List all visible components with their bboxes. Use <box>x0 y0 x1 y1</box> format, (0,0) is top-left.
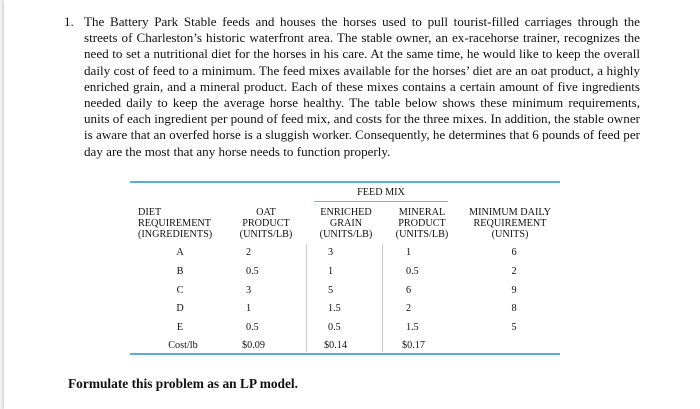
grain-cell: 1 <box>328 266 334 277</box>
requirement-cell: 5 <box>511 322 517 333</box>
table-row <box>130 303 560 315</box>
table-top-rule <box>130 181 560 183</box>
header-diet-3: (INGREDIENTS) <box>138 229 213 240</box>
table-row <box>130 266 560 278</box>
requirement-cell: 8 <box>511 303 517 314</box>
mineral-cell: 1 <box>406 247 412 258</box>
header-oat-1: OAT <box>256 207 276 218</box>
feed-mix-header: FEED MIX <box>357 187 405 198</box>
feed-mix-table <box>130 181 560 357</box>
header-oat-2: PRODUCT <box>242 218 290 229</box>
grain-cell: 3 <box>328 247 334 258</box>
cost-row <box>130 340 560 352</box>
header-grain-3: (UNITS/LB) <box>319 229 373 240</box>
oat-cost: $0.09 <box>242 340 265 351</box>
problem-statement <box>64 14 640 160</box>
grain-cell: 5 <box>328 285 334 296</box>
grain-cell: 0.5 <box>328 322 341 333</box>
header-mineral-1: MINERAL <box>398 207 446 218</box>
cost-label: Cost/lb <box>168 340 198 351</box>
requirement-cell: 2 <box>511 266 517 277</box>
table-bottom-rule <box>130 353 560 355</box>
feed-mix-underline <box>314 201 448 202</box>
document-page <box>4 0 700 409</box>
grain-cell: 1.5 <box>328 303 341 314</box>
ingredient-cell: C <box>176 285 184 296</box>
column-divider <box>306 244 307 352</box>
header-oat-3: (UNITS/LB) <box>239 229 293 240</box>
ingredient-cell: A <box>176 247 184 258</box>
mineral-cell: 1.5 <box>406 322 419 333</box>
table-row <box>130 285 560 297</box>
header-requirement-1: MINIMUM DAILY <box>469 207 551 218</box>
oat-cell: 1 <box>246 303 252 314</box>
header-mineral-3: (UNITS/LB) <box>395 229 449 240</box>
ingredient-cell: E <box>176 322 184 333</box>
mineral-cell: 6 <box>406 285 412 296</box>
grain-cost: $0.14 <box>324 340 347 351</box>
ingredient-cell: B <box>176 266 184 277</box>
requirement-cell: 9 <box>511 285 517 296</box>
table-row <box>130 322 560 334</box>
mineral-cell: 2 <box>406 303 412 314</box>
header-mineral-2: PRODUCT <box>398 218 446 229</box>
header-requirement-3: (UNITS) <box>491 229 529 240</box>
ingredient-cell: D <box>176 303 184 314</box>
requirement-cell: 6 <box>511 247 517 258</box>
mineral-cell: 0.5 <box>406 266 419 277</box>
header-diet-1: DIET <box>138 207 162 218</box>
oat-cell: 2 <box>246 247 252 258</box>
header-requirement-2: REQUIREMENT <box>473 218 547 229</box>
task-prompt: Formulate this problem as an LP model. <box>68 376 299 391</box>
problem-text: The Battery Park Stable feeds and houses the horses used to pull tourist-filled carriages through the streets of Charleston’s historic waterfront area. The stable owner, an ex-racehorse trainer, recognizes the need to set a nutritional diet for the horses in his care. At the same time, he would like to keep the overall daily cost of feed to a minimum. The feed mixes available for the horses’ diet are an oat product, a highly enriched grain, and a mineral product. Each of these mixes contains a certain amount of five ingredients needed daily to keep the average horse healthy. The table below shows these minimum requirements, units of each ingredient per pound of feed mix, and costs for the three mixes. In addition, the stable owner is aware that an overfed horse is a sluggish worker. Consequently, he determines that 6 pounds of feed per day are the most that any horse needs to function properly. <box>84 14 640 159</box>
table-row <box>130 247 560 259</box>
oat-cell: 3 <box>246 285 252 296</box>
oat-cell: 0.5 <box>246 266 259 277</box>
oat-cell: 0.5 <box>246 322 259 333</box>
problem-number: 1. <box>64 14 74 29</box>
column-divider <box>382 244 383 352</box>
mineral-cost: $0.17 <box>402 340 425 351</box>
header-diet-2: REQUIREMENT <box>138 218 212 229</box>
header-grain-2: GRAIN <box>329 218 363 229</box>
header-grain-1: ENRICHED <box>320 207 372 218</box>
